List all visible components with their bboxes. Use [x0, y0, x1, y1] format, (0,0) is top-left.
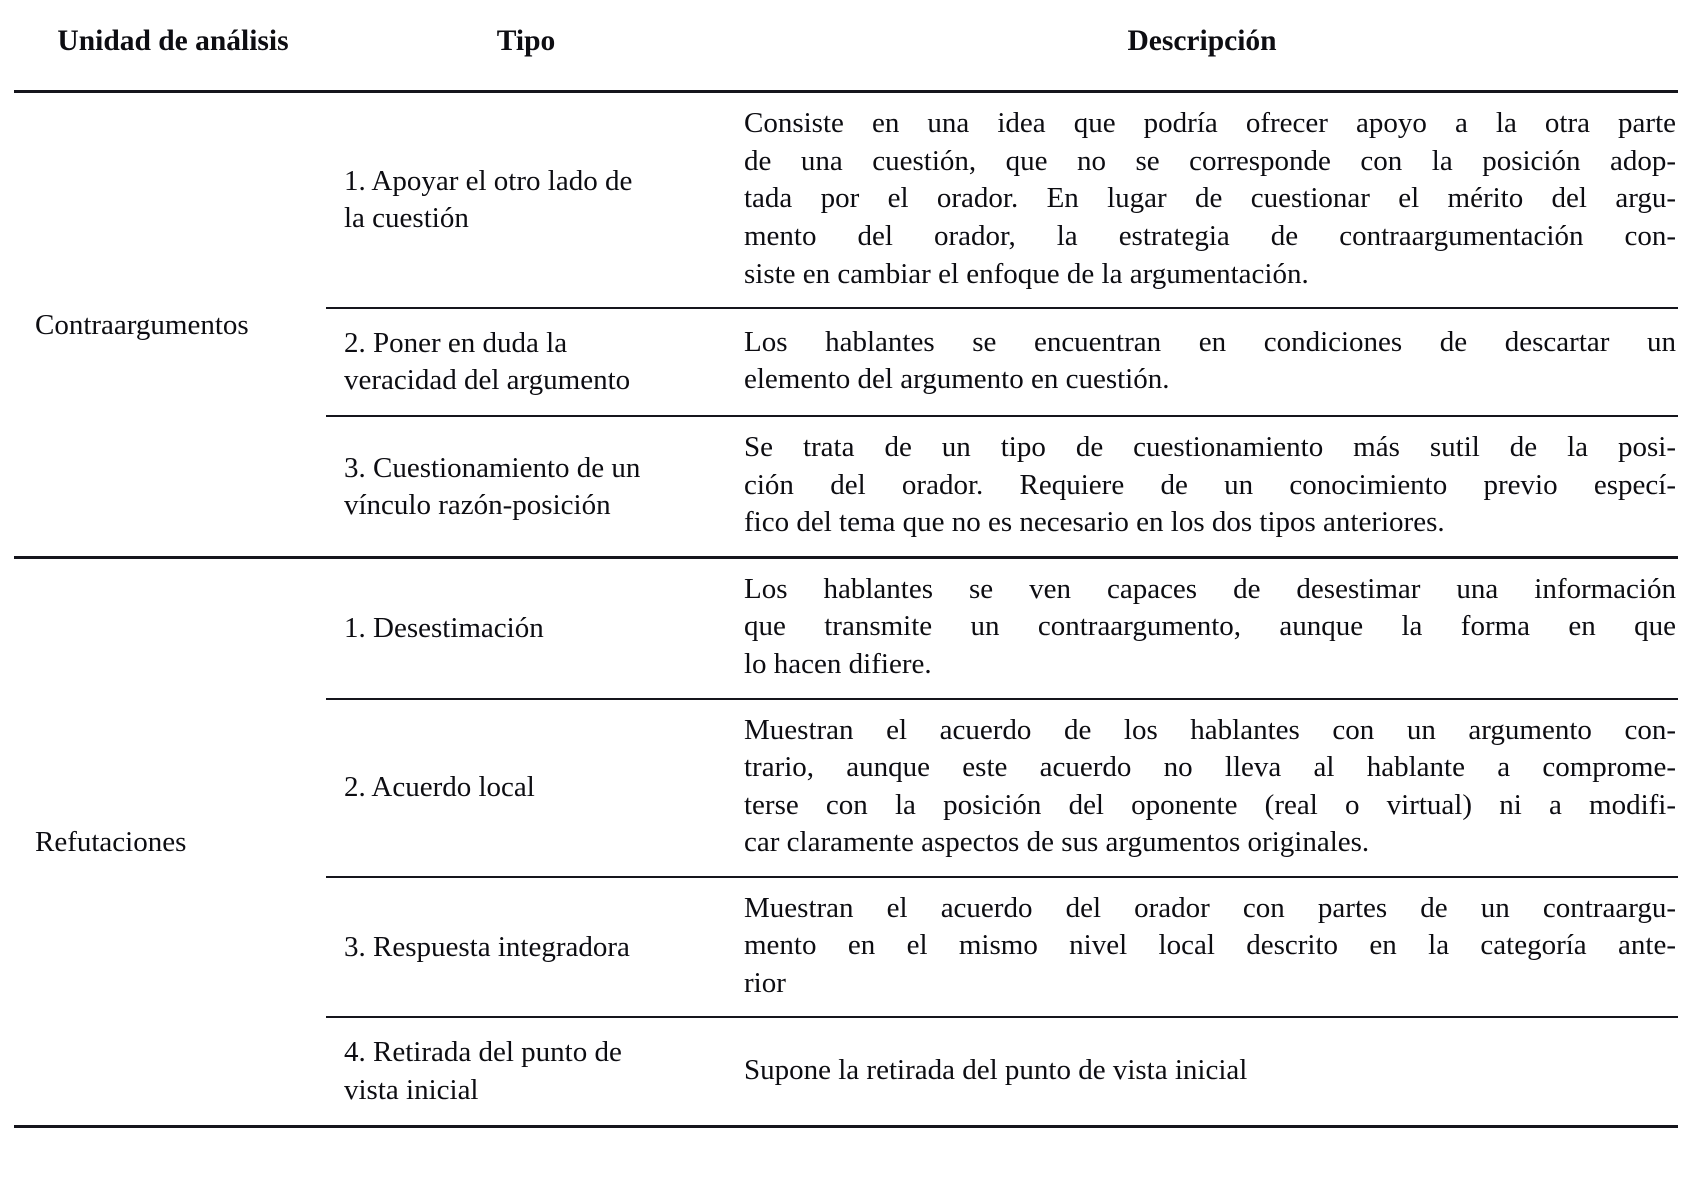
table-header [14, 0, 1678, 92]
description-cell [726, 92, 1678, 308]
table-bottom-rule [14, 1126, 1678, 1128]
type-line: veracidad del argumento [344, 364, 631, 397]
type-line: 1. Apoyar el otro lado de [344, 165, 633, 198]
description-cell [726, 699, 1678, 877]
type-cell [326, 92, 726, 308]
description-line: siste en cambiar el enfoque de la argumentación. [744, 257, 1309, 290]
description-line: trario, aunque este acuerdo no lleva al hablante a comprome- [744, 751, 1676, 784]
description-line: Se trata de un tipo de cuestionamiento más sutil de la posi- [744, 431, 1676, 464]
type-cell [326, 877, 726, 1018]
description-line: ción del orador. Requiere de un conocimiento previo especí- [744, 468, 1676, 501]
unit-of-analysis-cell: Contraargumentos [35, 308, 249, 341]
header-row [14, 0, 1678, 92]
description-cell [726, 877, 1678, 1018]
description-line: de una cuestión, que no se corresponde con la posición adop- [744, 144, 1676, 177]
type-cell [326, 1017, 726, 1126]
column-header-description: Descripción [1127, 25, 1277, 57]
column-header-unit: Unidad de análisis [57, 25, 289, 57]
description-line: Consiste en una idea que podría ofrecer apoyo a la otra parte [744, 107, 1676, 140]
table-footer [14, 1126, 1678, 1128]
description-line: rior [744, 966, 786, 999]
table-row [14, 557, 1678, 698]
type-cell [326, 699, 726, 877]
description-cell [726, 308, 1678, 416]
description-cell [726, 557, 1678, 698]
description-line: elemento del argumento en cuestión. [744, 363, 1170, 396]
description-line: mento del orador, la estrategia de contraargumentación con- [744, 219, 1676, 252]
type-line: 2. Poner en duda la [344, 327, 568, 360]
description-line: lo hacen difiere. [744, 648, 932, 681]
description-cell [726, 1017, 1678, 1126]
type-line: vista inicial [344, 1073, 479, 1106]
description-line: Supone la retirada del punto de vista inicial [744, 1053, 1248, 1086]
description-cell [726, 416, 1678, 557]
description-line: que transmite un contraargumento, aunque la forma en que [744, 610, 1676, 643]
description-line: Los hablantes se ven capaces de desestimar una información [744, 572, 1676, 605]
description-line: Muestran el acuerdo del orador con partes de un contraargu- [744, 891, 1676, 924]
description-line: Los hablantes se encuentran en condiciones de descartar un [744, 325, 1676, 358]
bottom-rule-row [14, 1126, 1678, 1128]
table-row [14, 92, 1678, 308]
description-line: Muestran el acuerdo de los hablantes con un argumento con- [744, 713, 1676, 746]
type-cell [326, 308, 726, 416]
type-line: 4. Retirada del punto de [344, 1036, 622, 1069]
type-line: 3. Cuestionamiento de un [344, 451, 641, 484]
description-line: mento en el mismo nivel local descrito en la categoría ante- [744, 929, 1676, 962]
type-line: 1. Desestimación [344, 611, 544, 644]
description-line: fico del tema que no es necesario en los dos tipos anteriores. [744, 506, 1445, 539]
type-line: 3. Respuesta integradora [344, 930, 630, 963]
type-line: 2. Acuerdo local [344, 771, 535, 804]
description-line: terse con la posición del oponente (real o virtual) ni a modifi- [744, 788, 1676, 821]
analysis-table [14, 0, 1678, 1128]
type-cell [326, 416, 726, 557]
column-header-type: Tipo [496, 25, 556, 57]
type-line: vínculo razón-posición [344, 488, 611, 521]
table-body [14, 92, 1678, 1126]
type-cell [326, 557, 726, 698]
description-line: tada por el orador. En lugar de cuestionar el mérito del argu- [744, 182, 1676, 215]
unit-of-analysis-cell: Refutaciones [14, 557, 326, 1126]
description-line: car claramente aspectos de sus argumentos originales. [744, 826, 1370, 859]
type-line: la cuestión [344, 202, 469, 235]
